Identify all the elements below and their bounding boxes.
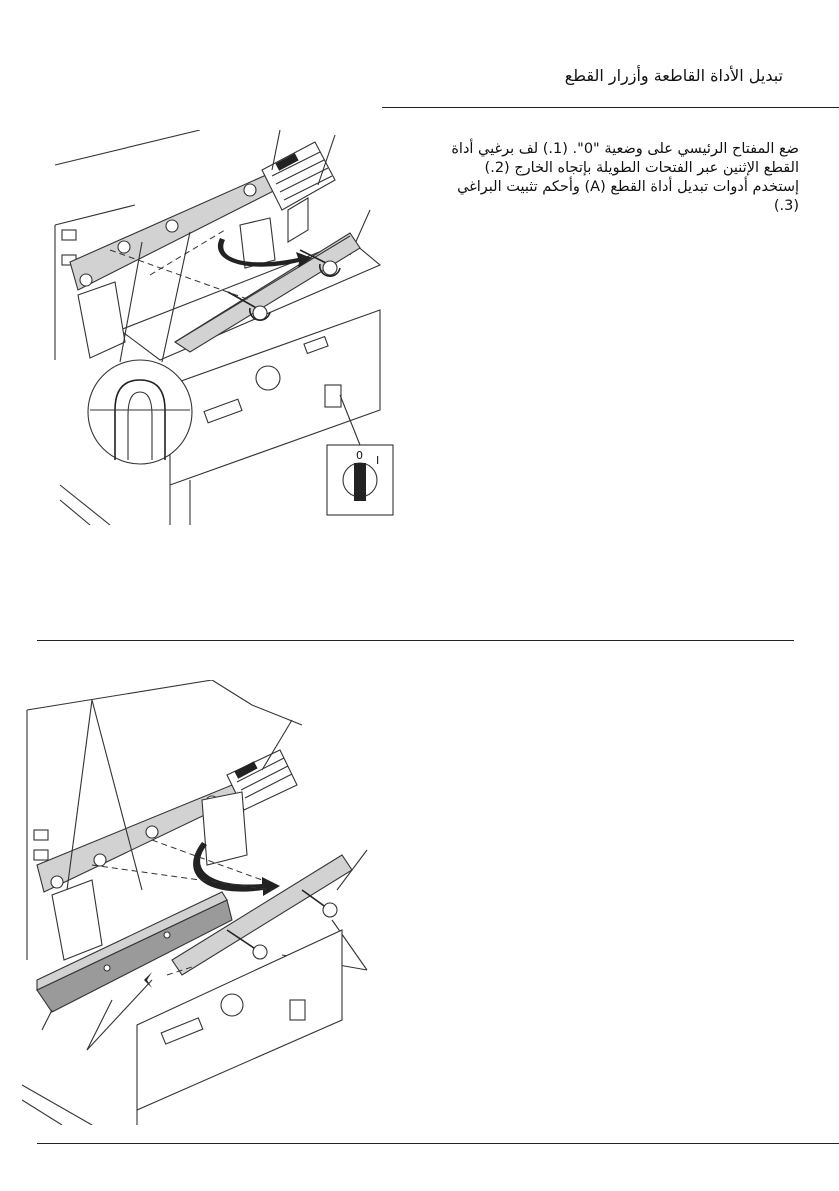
page-title: تبديل الأداة القاطعة وأزرار القطع [564,66,783,85]
handle-knob [323,261,337,275]
screw [244,184,256,196]
instruction-line-3: إستخدم أدوات تبديل أداة القطع (A) وأحكم تثبيت البراغي [457,179,799,195]
title-rule [382,107,839,108]
dial [221,994,243,1016]
side-block [52,880,102,960]
screw [80,274,92,286]
footer-rule [37,1143,839,1144]
figure-knife-removal [50,130,400,525]
screw [51,876,63,888]
clamp-block [202,792,247,865]
screw [94,854,106,866]
section-rule [37,640,794,641]
instruction-line-1: ضع المفتاح الرئيسي على وضعية "0". (1.) لف برغيي أداة [451,141,799,157]
screw [118,241,130,253]
instruction-line-4: (3.) [773,198,799,214]
switch-housing [325,385,341,407]
detail-magnifier [88,360,192,464]
instructions-block [399,140,799,216]
instruction-line-2: القطع الإثنين عبر الفتحات الطويلة بإتجاه الخارج (2.) [484,160,799,176]
switch-housing [290,1000,305,1020]
screw [146,826,158,838]
figure-knife-installation [22,680,372,1125]
machine-front [137,930,342,1110]
handle-knob [253,306,267,320]
clamp-block [240,218,275,268]
handle-knob [253,945,267,959]
side-block [78,282,125,358]
dial [256,366,280,390]
switch-label-on: I [376,454,380,467]
handle-knob [323,903,337,917]
screw [166,220,178,232]
switch-label-off: 0 [356,449,363,462]
vent-slot [62,230,76,240]
